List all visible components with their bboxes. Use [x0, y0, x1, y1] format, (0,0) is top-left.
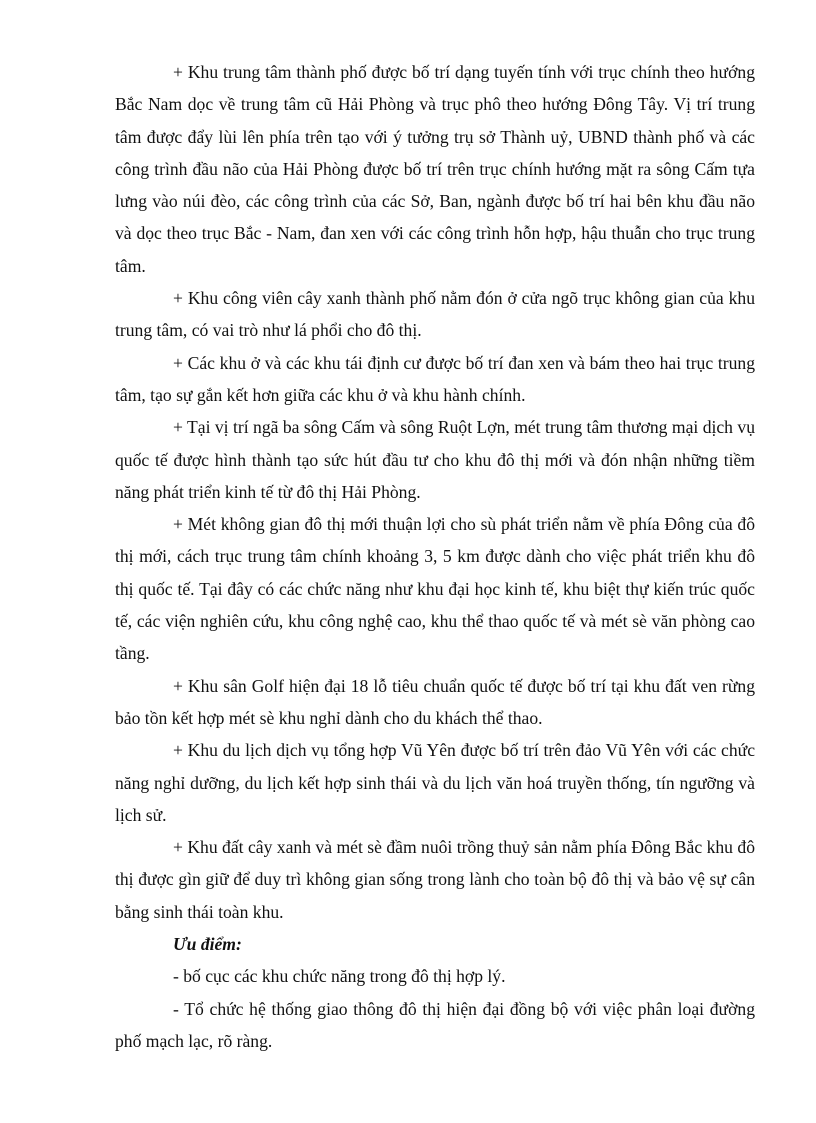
advantage-item-layout: - bố cục các khu chức năng trong đô thị hợp lý.: [173, 966, 506, 987]
paragraph-city-center: + Khu trung tâm thành phố được bố trí dạng tuyến tính với trục chính theo hướng Bắc Nam dọc về trung tâm cũ Hải Phòng và trục phô theo hướng Đông Tây. Vị trí trung tâm được đẩy lùi lên phía trên tạo với ý tưởng trụ sở Thành uỷ, UBND thành phố và các công trình đầu não của Hải Phòng được bố trí trên trục chính hướng mặt ra sông Cấm tựa lưng vào núi đèo, các công trình của các Sở, Ban, ngành được bố trí hai bên khu đầu não và dọc theo trục Bắc - Nam, đan xen với các công trình hỗn hợp, hậu thuẫn cho trục trung tâm.: [115, 62, 755, 276]
advantage-item-traffic: - Tổ chức hệ thống giao thông đô thị hiện đại đồng bộ với việc phân loại đường phố mạch lạc, rõ ràng.: [115, 998, 755, 1051]
paragraph-residential-areas: + Các khu ở và các khu tái định cư được bố trí đan xen và bám theo hai trục trung tâm, tạo sự gắn kết hơn giữa các khu ở và khu hành chính.: [115, 352, 755, 405]
paragraph-vu-yen-tourism: + Khu du lịch dịch vụ tổng hợp Vũ Yên được bố trí trên đảo Vũ Yên với các chức năng nghỉ dưỡng, du lịch kết hợp sinh thái và du lịch văn hoá truyền thống, tín ngưỡng và lịch sử.: [115, 740, 755, 825]
paragraph-trade-center: + Tại vị trí ngã ba sông Cấm và sông Ruột Lợn, mét trung tâm thương mại dịch vụ quốc tế được hình thành tạo sức hút đầu tư cho khu đô thị mới và đón nhận những tiềm năng phát triển kinh tế từ đô thị Hải Phòng.: [115, 417, 755, 502]
paragraph-green-park: + Khu công viên cây xanh thành phố nằm đón ở cửa ngõ trục không gian của khu trung tâm, có vai trò như lá phổi cho đô thị.: [115, 288, 755, 341]
paragraph-international-urban-area: + Mét không gian đô thị mới thuận lợi cho sù phát triển nằm về phía Đông của đô thị mới, cách trục trung tâm chính khoảng 3, 5 km được dành cho việc phát triển khu đô thị quốc tế. Tại đây có các chức năng như khu đại học kinh tế, khu biệt thự kiến trúc quốc tế, các viện nghiên cứu, khu công nghệ cao, khu thể thao quốc tế và mét sè văn phòng cao tầng.: [115, 514, 755, 664]
paragraph-green-aquaculture: + Khu đất cây xanh và mét sè đầm nuôi trồng thuỷ sản nằm phía Đông Bắc khu đô thị được gìn giữ để duy trì không gian sống trong lành cho toàn bộ đô thị và bảo vệ sự cân bằng sinh thái toàn khu.: [115, 837, 755, 922]
document-body: [115, 56, 755, 1057]
advantages-heading: Ưu điểm:: [173, 934, 242, 955]
paragraph-golf-course: + Khu sân Golf hiện đại 18 lỗ tiêu chuẩn quốc tế được bố trí tại khu đất ven rừng bảo tồn kết hợp mét sè khu nghỉ dành cho du khách thể thao.: [115, 675, 755, 728]
